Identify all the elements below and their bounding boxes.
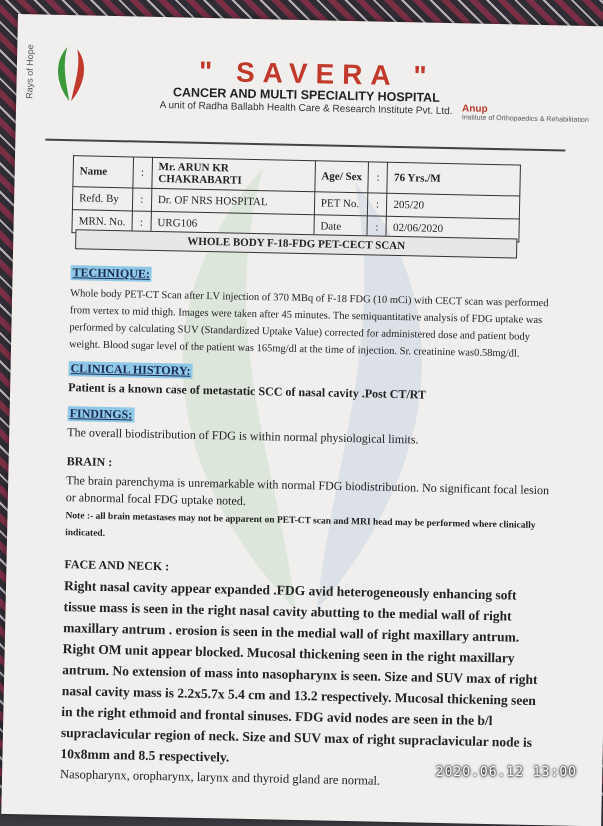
colon: : <box>368 162 388 193</box>
date-label: Date <box>314 215 368 239</box>
findings-text: The overall biodistribution of FDG is within normal physiological limits. <box>67 425 419 447</box>
name-value: Mr. ARUN KR CHAKRABARTI <box>152 157 316 191</box>
brain-text: The brain parenchyma is unremarkable with normal FDG biodistribution. No significant focal lesion or abnormal focal FDG uptake noted. <box>65 473 550 508</box>
report-page <box>1 14 603 826</box>
hospital-unit-line: A unit of Radha Ballabh Health Care & Research Institute Pvt. Ltd. <box>159 99 453 118</box>
face-neck-last-line: Nasopharynx, oropharynx, larynx and thyroid gland are normal. <box>59 767 381 788</box>
face-neck-heading: FACE AND NECK : <box>64 557 170 574</box>
technique-text: Whole body PET-CT Scan after I.V injection of 370 MBq of F-18 FDG (10 mCi) with CECT scan was performed from vertex to mid thigh. Images were taken after 45 minutes. The semiquantitative analysis of FDG uptake was performed by calculating SUV (Standardized Uptake Value) corrected for administered dose and patient body weight. Blood sugar level of the patient was 165mg/dl at the time of injection. Sr. creatinine was0.58mg/dl. <box>68 288 549 360</box>
age-label: Age/ Sex <box>315 161 369 193</box>
refd-label: Refd. By <box>72 187 132 211</box>
clinical-history-text: Patient is a known case of metastatic SCC of nasal cavity .Post CT/RT <box>68 380 427 402</box>
hospital-logo-icon <box>46 43 93 104</box>
findings-heading: FINDINGS: <box>67 406 134 422</box>
colon: : <box>133 157 153 188</box>
report-title: WHOLE BODY F-18-FDG PET-CECT SCAN <box>75 229 517 258</box>
rays-of-hope-text: Rays of Hope <box>24 44 36 99</box>
report-body <box>60 263 559 794</box>
pet-value: 205/20 <box>387 193 520 219</box>
clinical-history-heading: CLINICAL HISTORY: <box>68 361 192 379</box>
partner-logo <box>462 103 589 124</box>
partner-name: Anup <box>461 103 488 115</box>
age-value: 76 Yrs./M <box>387 162 521 196</box>
patient-info-table <box>71 155 521 242</box>
technique-heading: TECHNIQUE: <box>70 265 152 282</box>
photo-timestamp: 2020.06.12 13:00 <box>435 765 577 780</box>
mrn-label: MRN. No. <box>72 210 132 234</box>
refd-value: Dr. OF NRS HOSPITAL <box>151 188 314 214</box>
pet-label: PET No. <box>314 192 368 216</box>
mrn-value: URG106 <box>151 211 314 237</box>
colon: : <box>367 216 386 239</box>
hospital-subtitle: CANCER AND MULTI SPECIALITY HOSPITAL <box>172 85 440 105</box>
date-value: 02/06/2020 <box>386 216 519 242</box>
letterhead <box>15 14 603 157</box>
colon: : <box>132 211 151 234</box>
colon: : <box>132 188 151 211</box>
face-neck-text: Right nasal cavity appear expanded .FDG avid heterogeneously enhancing soft tissue mass is seen in the right nasal cavity abutting to the medial wall of right maxillary antrum . erosion is seen in the medial wall of right maxillary antrum. Right OM unit appear blocked. Mucosal thickening seen in the right maxillary antrum. No extension of mass into nasopharynx is seen. Size and SUV max of right nasal cavity mass is 2.2x5.7x 5.4 cm and 13.2 respectively. Mucosal thickening seen in the right ethmoid and frontal sinuses. FDG avid nodes are seen in the b/l supraclavicular region of neck. Size and SUV max of right supraclavicular node is 10x8mm and 8.5 respectively. <box>60 578 538 765</box>
colon: : <box>368 193 387 216</box>
partner-subtitle: Institute of Orthopaedics & Rehabilitation <box>461 114 589 124</box>
brain-heading: BRAIN : <box>66 454 113 470</box>
hospital-brand: " SAVERA " <box>198 55 435 92</box>
brain-note: Note :- all brain metastases may not be apparent on PET-CT scan and MRI head may be performed where clinically indicated. <box>65 511 536 539</box>
name-label: Name <box>73 156 133 188</box>
